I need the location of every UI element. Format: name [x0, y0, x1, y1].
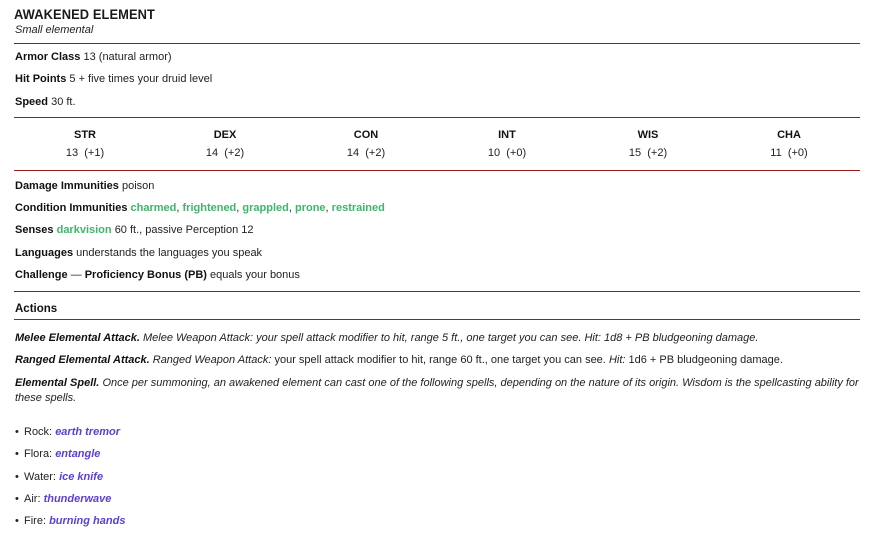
creature-type: Small elemental	[15, 24, 94, 36]
ability-wis	[588, 129, 708, 159]
senses	[15, 224, 254, 236]
spell-origin: Fire:	[24, 515, 46, 527]
ability-label: WIS	[637, 129, 659, 141]
spell-origin: Air:	[24, 493, 41, 505]
challenge	[15, 269, 300, 281]
damage-immunities-value: poison	[121, 180, 155, 192]
spell-origin: Flora:	[24, 448, 53, 460]
challenge-label: Challenge	[15, 269, 68, 281]
ability-value: 15 (+2)	[628, 147, 668, 159]
list-item: • Water: ice knife	[15, 471, 104, 483]
damage-immunities-label: Damage Immunities	[15, 180, 119, 192]
divider	[14, 117, 860, 118]
ranged-attack	[15, 354, 783, 366]
senses-value: 60 ft., passive Perception 12	[114, 224, 254, 236]
ranged-attack-type: Ranged Weapon Attack:	[152, 354, 272, 366]
ability-str	[25, 129, 145, 159]
spell-link-thunderwave[interactable]: thunderwave	[43, 493, 112, 505]
ability-value: 13 (+1)	[65, 147, 105, 159]
hit-points-value: 5 + five times your druid level	[69, 73, 213, 85]
armor-class-value: 13 (natural armor)	[83, 51, 172, 63]
list-item: • Rock: earth tremor	[15, 426, 120, 438]
condition-link-grappled[interactable]: grappled	[242, 202, 289, 214]
melee-attack-name: Melee Elemental Attack.	[15, 332, 140, 344]
creature-name: AWAKENED ELEMENT	[14, 6, 156, 22]
speed-value: 30 ft.	[51, 96, 76, 108]
elemental-spell-name: Elemental Spell.	[15, 377, 100, 389]
languages	[15, 247, 262, 259]
proficiency-bonus-label: Proficiency Bonus (PB)	[84, 269, 207, 281]
actions-heading: Actions	[15, 303, 58, 315]
speed	[15, 96, 76, 108]
ability-value: 14 (+2)	[205, 147, 245, 159]
list-item: • Air: thunderwave	[15, 493, 112, 505]
ability-con	[306, 129, 426, 159]
divider	[14, 170, 860, 171]
divider	[14, 319, 860, 320]
armor-class-label: Armor Class	[15, 51, 81, 63]
ability-label: INT	[498, 129, 516, 141]
ranged-attack-hit: Hit:	[608, 354, 626, 366]
speed-label: Speed	[15, 96, 49, 108]
elemental-spell-text: Once per summoning, an awakened element can cast one of the following spells, depending on the nature of its origin. Wisdom is the spellcasting ability for these spells.	[15, 377, 859, 404]
ability-int	[447, 129, 567, 159]
ability-cha	[729, 129, 849, 159]
ranged-attack-damage: 1d6 + PB bludgeoning damage.	[628, 354, 783, 366]
list-item: • Fire: burning hands	[15, 515, 126, 527]
condition-link-restrained[interactable]: restrained	[331, 202, 385, 214]
challenge-dash: —	[67, 269, 85, 281]
damage-immunities	[15, 180, 154, 192]
divider	[14, 291, 860, 292]
condition-link-charmed[interactable]: charmed	[130, 202, 177, 214]
list-item: • Flora: entangle	[15, 448, 101, 460]
ability-value: 14 (+2)	[346, 147, 386, 159]
melee-attack-text: Melee Weapon Attack: your spell attack modifier to hit, range 5 ft., one target you can see. Hit: 1d8 + PB bludgeoning damage.	[142, 332, 759, 344]
hit-points-label: Hit Points	[15, 73, 67, 85]
hit-points	[15, 73, 212, 85]
ability-label: DEX	[213, 129, 237, 141]
spell-link-entangle[interactable]: entangle	[55, 448, 101, 460]
ability-label: CHA	[777, 129, 801, 141]
spell-link-burning-hands[interactable]: burning hands	[49, 515, 126, 527]
spell-origin: Water:	[24, 471, 56, 483]
elemental-spell	[15, 376, 861, 406]
languages-value: understands the languages you speak	[76, 247, 263, 259]
darkvision-link[interactable]: darkvision	[56, 224, 112, 236]
spell-origin: Rock:	[24, 426, 53, 438]
ability-value: 10 (+0)	[487, 147, 527, 159]
condition-immunities-label: Condition Immunities	[15, 202, 128, 214]
condition-immunities: Condition Immunities charmed, frightened, grappled, prone, restrained	[15, 202, 385, 214]
spell-link-ice-knife[interactable]: ice knife	[59, 471, 104, 483]
ability-value: 11 (+0)	[770, 147, 808, 159]
armor-class	[15, 51, 172, 63]
condition-link-frightened[interactable]: frightened	[182, 202, 237, 214]
spell-link-earth-tremor[interactable]: earth tremor	[55, 426, 120, 438]
ranged-attack-text: your spell attack modifier to hit, range 60 ft., one target you can see.	[274, 354, 606, 366]
ability-dex	[165, 129, 285, 159]
senses-label: Senses	[15, 224, 54, 236]
languages-label: Languages	[15, 247, 74, 259]
ability-label: STR	[74, 129, 96, 141]
proficiency-bonus-value: equals your bonus	[210, 269, 300, 281]
ability-label: CON	[353, 129, 379, 141]
melee-attack	[15, 332, 758, 344]
ranged-attack-name: Ranged Elemental Attack.	[15, 354, 150, 366]
divider	[14, 43, 860, 44]
condition-link-prone[interactable]: prone	[294, 202, 326, 214]
